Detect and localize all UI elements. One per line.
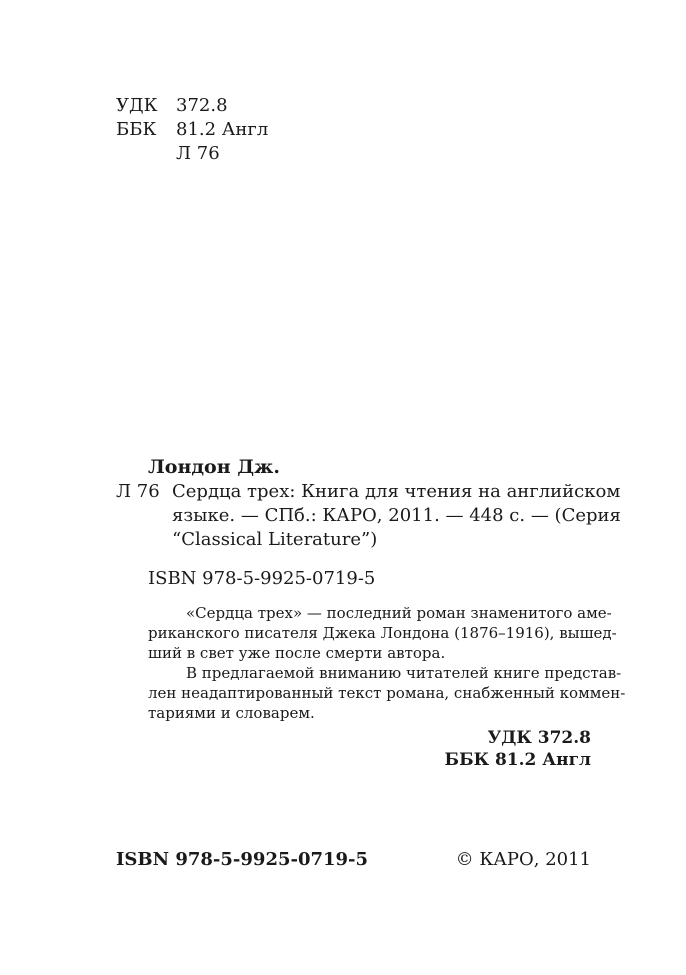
footer-isbn: ISBN 978-5-9925-0719-5 [116,849,369,870]
annotation-line: тариями и словарем. [148,704,315,722]
bibliographic-entry [172,480,621,552]
entry-line: Сердца трех: Книга для чтения на английском [172,481,621,502]
udk-code: УДК 372.8 [487,728,591,748]
entry-isbn: ISBN 978-5-9925-0719-5 [148,568,376,589]
annotation-line: В предлагаемой вниманию читателей книге представ- [186,664,622,682]
udk-value: 372.8 [176,95,228,116]
author-mark: Л 76 [176,143,220,164]
udk-label: УДК [116,95,158,116]
bbk-label: ББК [116,119,157,140]
entry-line: “Classical Literature”) [172,529,378,550]
copyright: © КАРО, 2011 [455,849,591,870]
annotation-line: риканского писателя Джека Лондона (1876–1916), вышед- [148,624,617,642]
bbk-value: 81.2 Англ [176,119,269,140]
annotation-line: ший в свет уже после смерти автора. [148,644,446,662]
classification-codes [445,727,591,771]
author-name: Лондон Дж. [148,456,280,478]
bbk-code: ББК 81.2 Англ [444,750,591,770]
annotation [148,603,626,723]
annotation-line: лен неадаптированный текст романа, снабженный коммен- [148,684,626,702]
entry-line: языке. — СПб.: КАРО, 2011. — 448 с. — (Серия [172,505,621,526]
annotation-line: «Сердца трех» — последний роман знаменитого аме- [186,604,612,622]
entry-author-mark: Л 76 [116,481,160,502]
